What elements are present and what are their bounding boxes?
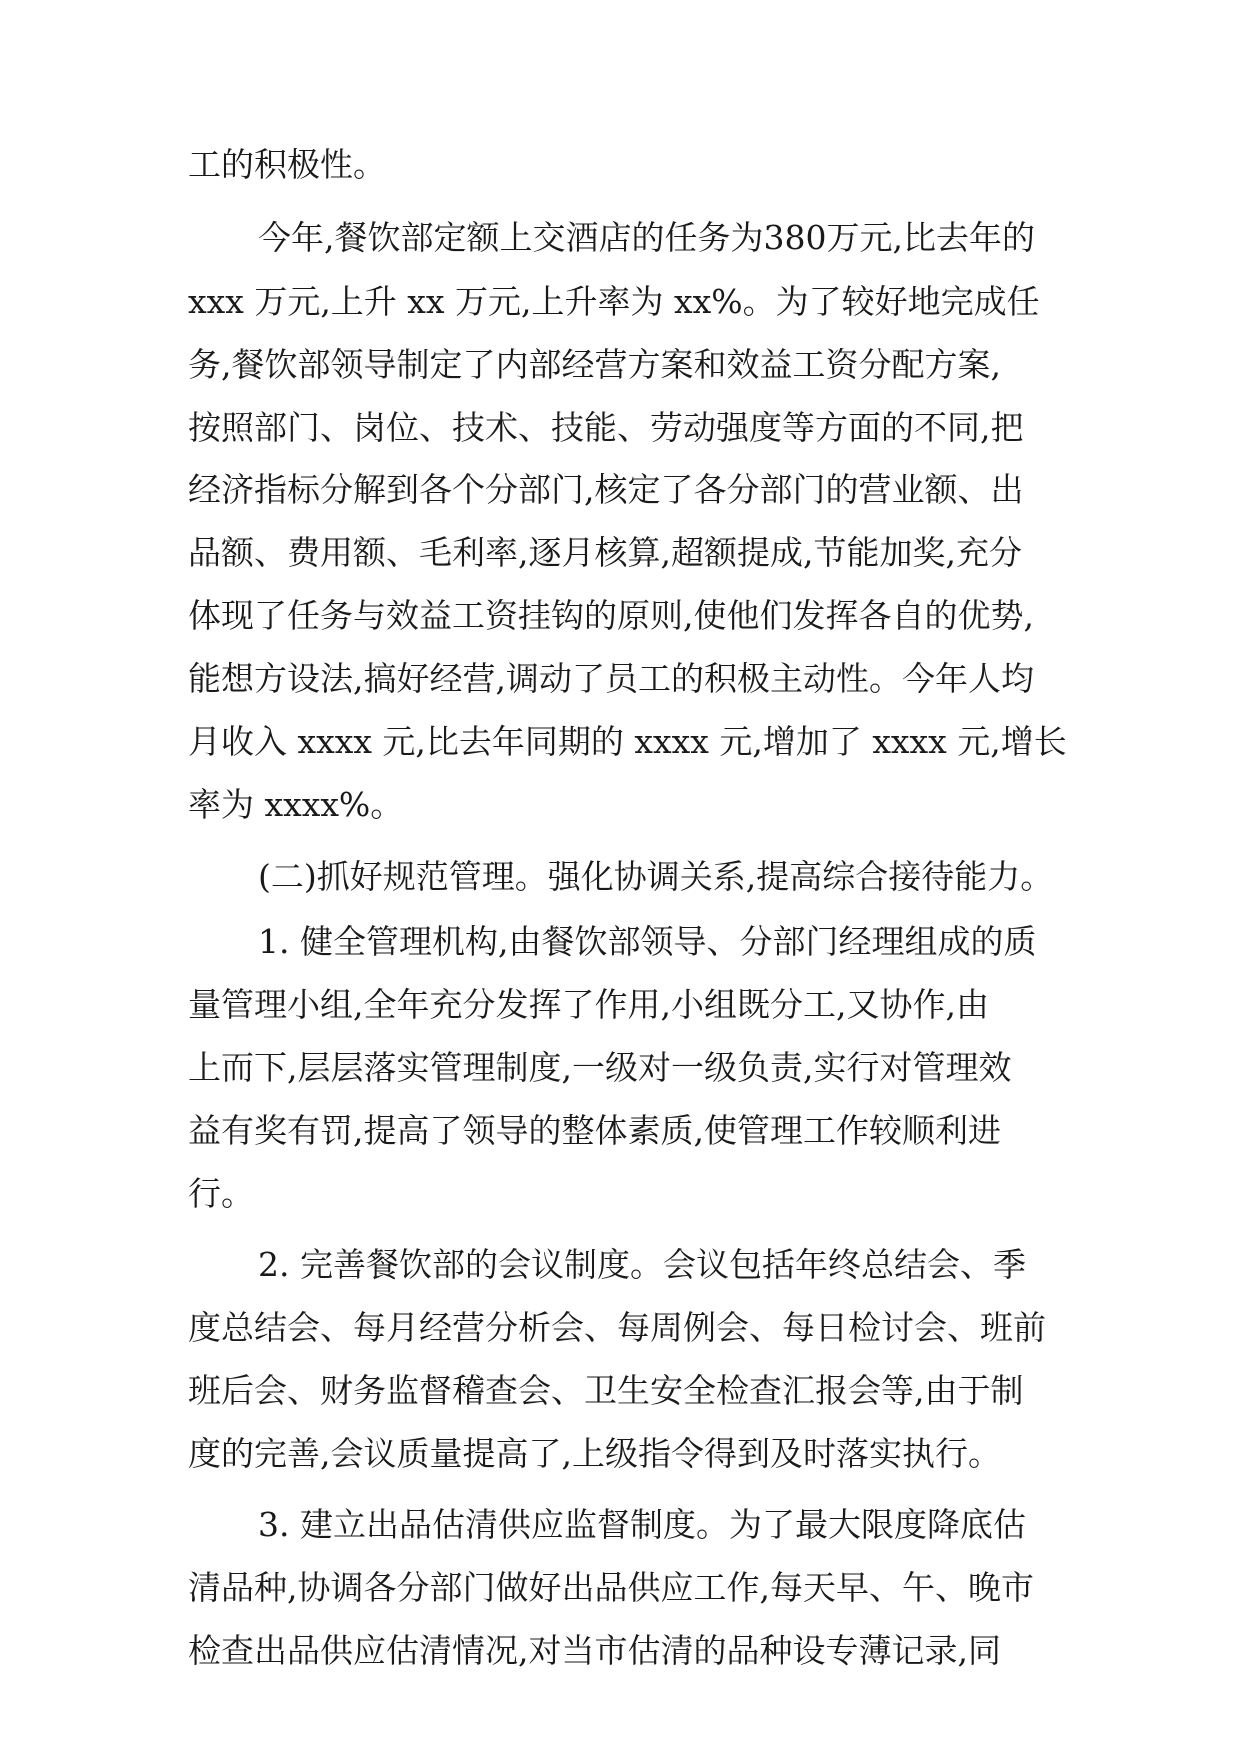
text-line: (二)抓好规范管理。强化协调关系,提高综合接待能力。 xyxy=(258,857,1054,896)
text-line: 能想方设法,搞好经营,调动了员工的积极主动性。今年人均 xyxy=(188,659,1034,698)
text-line: 度的完善,会议质量提高了,上级指令得到及时落实执行。 xyxy=(188,1434,1001,1473)
text-line: 品额、费用额、毛利率,逐月核算,超额提成,节能加奖,充分 xyxy=(188,533,1022,572)
text-line: 班后会、财务监督稽查会、卫生安全检查汇报会等,由于制 xyxy=(188,1371,1024,1410)
text-line: 今年,餐饮部定额上交酒店的任务为380万元,比去年的 xyxy=(258,218,1035,257)
text-line: 益有奖有罚,提高了领导的整体素质,使管理工作较顺利进 xyxy=(188,1111,1001,1150)
text-line: 月收入 xxxx 元,比去年同期的 xxxx 元,增加了 xxxx 元,增长 xyxy=(188,722,1067,761)
text-line: 按照部门、岗位、技术、技能、劳动强度等方面的不同,把 xyxy=(188,408,1024,447)
text-line: 3. 建立出品估清供应监督制度。为了最大限度降底估 xyxy=(258,1505,1026,1544)
text-line: xxx 万元,上升 xx 万元,上升率为 xx%。为了较好地完成任 xyxy=(188,282,1040,321)
text-line: 清品种,协调各分部门做好出品供应工作,每天早、午、晚市 xyxy=(188,1568,1034,1607)
text-line: 上而下,层层落实管理制度,一级对一级负责,实行对管理效 xyxy=(188,1048,1012,1087)
text-line: 2. 完善餐饮部的会议制度。会议包括年终总结会、季 xyxy=(258,1245,1026,1284)
text-line: 工的积极性。 xyxy=(188,145,386,184)
text-line: 务,餐饮部领导制定了内部经营方案和效益工资分配方案, xyxy=(188,345,1001,384)
text-line: 检查出品供应估清情况,对当市估清的品种设专薄记录,同 xyxy=(188,1631,1001,1670)
text-line: 率为 xxxx%。 xyxy=(188,785,404,824)
text-line: 度总结会、每月经营分析会、每周例会、每日检讨会、班前 xyxy=(188,1308,1046,1347)
text-line: 体现了任务与效益工资挂钩的原则,使他们发挥各自的优势, xyxy=(188,596,1034,635)
text-line: 1. 健全管理机构,由餐饮部领导、分部门经理组成的质 xyxy=(258,922,1037,961)
text-line: 经济指标分解到各个分部门,核定了各分部门的营业额、出 xyxy=(188,470,1024,509)
text-line: 行。 xyxy=(188,1174,254,1213)
text-line: 量管理小组,全年充分发挥了作用,小组既分工,又协作,由 xyxy=(188,985,989,1024)
